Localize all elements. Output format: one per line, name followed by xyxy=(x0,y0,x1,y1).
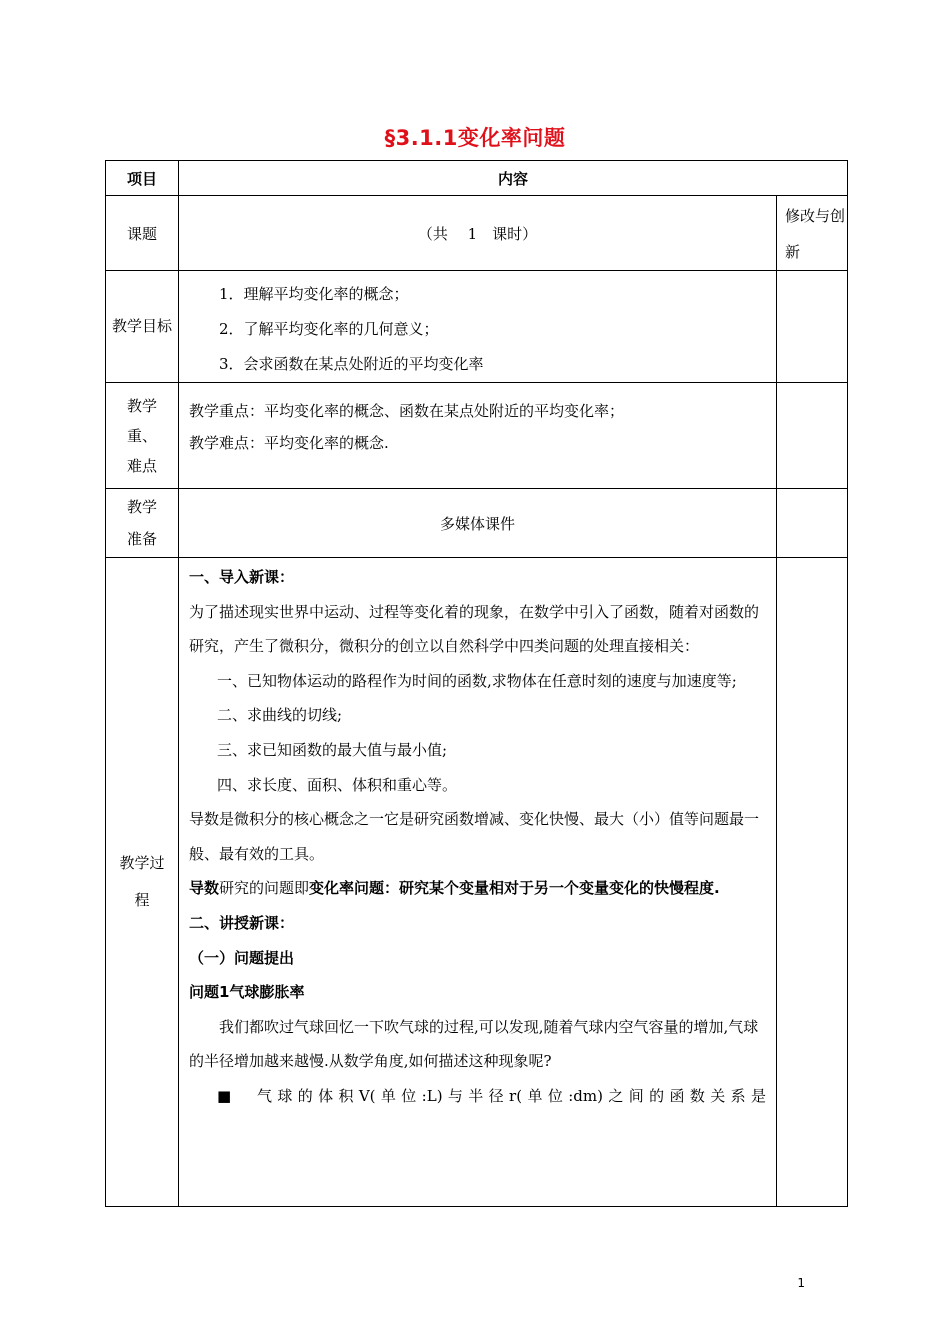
problem-item: 二、求曲线的切线; xyxy=(217,706,343,725)
keypoints-row xyxy=(106,383,848,489)
revise-cell xyxy=(777,383,848,489)
goal-item: 2．了解平均变化率的几何意义； xyxy=(219,320,439,338)
prep-row xyxy=(106,489,848,558)
topic-row xyxy=(106,196,848,271)
process-label: 教学过程 xyxy=(106,558,179,1207)
revise-cell xyxy=(777,271,848,383)
problem-title: 问题1气球膨胀率 xyxy=(189,983,305,1002)
process-row xyxy=(106,558,848,1207)
page-title: §3.1.1变化率问题 xyxy=(384,126,566,150)
goals-row xyxy=(106,271,848,383)
section-heading-intro: 一、导入新课： xyxy=(189,568,295,586)
problem-item: 一、已知物体运动的路程作为时间的函数,求物体在任意时刻的速度与加速度等; xyxy=(217,671,737,690)
topic-label: 课题 xyxy=(106,196,179,271)
revise-cell xyxy=(777,558,848,1207)
prep-content: 多媒体课件 xyxy=(179,489,777,558)
balloon-formula-line: ■ 气球的体积V(单位:L)与半径r(单位:dm)之间的函数关系是 xyxy=(217,1086,766,1105)
header-item: 项目 xyxy=(106,161,179,196)
revise-label: 修改与创新 xyxy=(777,196,848,271)
header-content: 内容 xyxy=(179,161,848,196)
goal-item: 1．理解平均变化率的概念； xyxy=(219,285,409,303)
goals-label: 教学目标 xyxy=(106,271,179,383)
derivative-paragraph: 导数是微积分的核心概念之一它是研究函数增减、变化快慢、最大（小）值等问题最一般、最有效的工具。 xyxy=(189,810,760,863)
section-heading-new: 二、讲授新课： xyxy=(189,913,295,932)
problem-item: 四、求长度、面积、体积和重心等。 xyxy=(217,775,458,794)
keypoint-line: 教学重点：平均变化率的概念、函数在某点处附近的平均变化率； xyxy=(189,402,625,420)
revise-cell xyxy=(777,489,848,558)
header-row xyxy=(106,161,848,196)
prep-label: 教学准备 xyxy=(106,489,179,558)
page-number: 1 xyxy=(797,1276,805,1290)
balloon-paragraph: 我们都吹过气球回忆一下吹气球的过程,可以发现,随着气球内空气容量的增加,气球的半径增加越来越慢.从数学角度,如何描述这种现象呢? xyxy=(189,1017,759,1071)
bullet-icon: ■ xyxy=(217,1086,237,1105)
intro-paragraph: 为了描述现实世界中运动、过程等变化着的现象，在数学中引入了函数，随着对函数的研究，产生了微积分，微积分的创立以自然科学中四类问题的处理直接相关： xyxy=(189,602,760,656)
keypoint-line: 教学难点：平均变化率的概念. xyxy=(189,434,389,452)
lesson-plan-table xyxy=(105,160,848,1207)
keypoints-label: 教学重、难点 xyxy=(106,383,179,489)
goals-list xyxy=(179,271,777,383)
process-content xyxy=(179,558,777,1207)
rate-paragraph: 导数研究的问题即变化率问题：研究某个变量相对于另一个变量变化的快慢程度. xyxy=(189,879,720,898)
goal-item: 3．会求函数在某点处附近的平均变化率 xyxy=(219,355,484,373)
topic-hours: （共 1 课时） xyxy=(179,196,777,271)
problem-item: 三、求已知函数的最大值与最小值; xyxy=(217,740,448,759)
keypoints-content xyxy=(179,383,777,489)
subsection-heading: （一）问题提出 xyxy=(189,948,295,967)
